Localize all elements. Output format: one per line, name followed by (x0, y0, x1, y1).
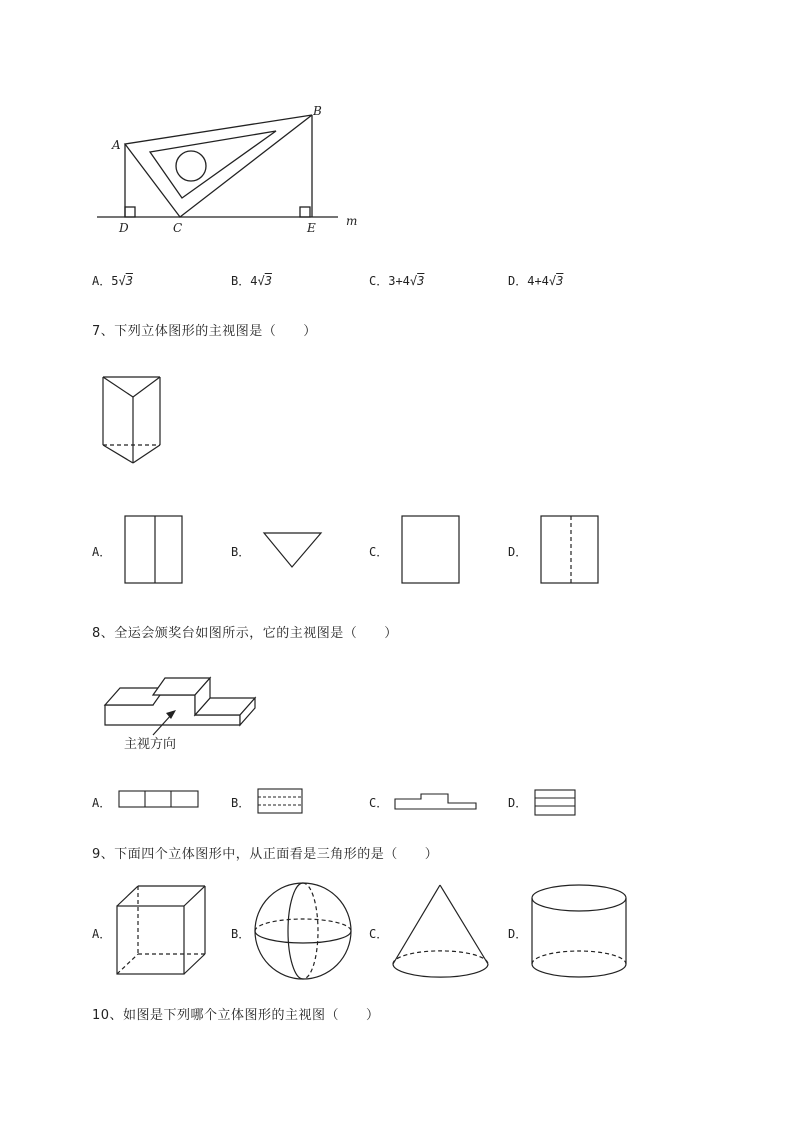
point-label-b: B (313, 104, 322, 118)
line-label-m: m (346, 214, 358, 228)
q9-option-d-label[interactable]: D． (508, 927, 528, 941)
q8-option-c-label[interactable]: C． (369, 796, 389, 810)
cone-shape (393, 885, 488, 977)
cylinder-shape (532, 885, 626, 977)
question-10-text: 10、如图是下列哪个立体图形的主视图（ ） (92, 1008, 380, 1023)
q6-option-b[interactable]: B．4√3 (231, 274, 272, 288)
q7-option-c-label[interactable]: C． (369, 545, 389, 559)
question-8-text: 8、全运会颁奖台如图所示，它的主视图是（ ） (92, 626, 398, 641)
sphere-shape (255, 883, 351, 979)
q8-option-d-label[interactable]: D． (508, 796, 528, 810)
q6-option-c[interactable]: C．3+4√3 (369, 274, 425, 288)
question-9-text: 9、下面四个立体图形中，从正面看是三角形的是（ ） (92, 847, 439, 862)
cube-shape (117, 886, 205, 974)
q8-option-b-label[interactable]: B． (231, 796, 251, 810)
question-7-text: 7、下列立体图形的主视图是（ ） (92, 324, 317, 339)
view-direction-caption: 主视方向 (124, 737, 177, 752)
q6-option-a[interactable]: A．5√3 (92, 274, 133, 288)
q7-option-a-label[interactable]: A． (92, 545, 112, 559)
point-label-d: D (119, 221, 129, 235)
point-label-e: E (307, 221, 316, 235)
q9-option-c-label[interactable]: C． (369, 927, 389, 941)
q7-option-d-label[interactable]: D． (508, 545, 528, 559)
q9-option-b-label[interactable]: B． (231, 927, 251, 941)
point-label-c: C (173, 221, 183, 235)
point-label-a: A (112, 138, 121, 152)
q8-option-a-label[interactable]: A． (92, 796, 112, 810)
q9-option-a-label[interactable]: A． (92, 927, 112, 941)
q6-option-d[interactable]: D．4+4√3 (508, 274, 564, 288)
q7-option-b-label[interactable]: B． (231, 545, 251, 559)
